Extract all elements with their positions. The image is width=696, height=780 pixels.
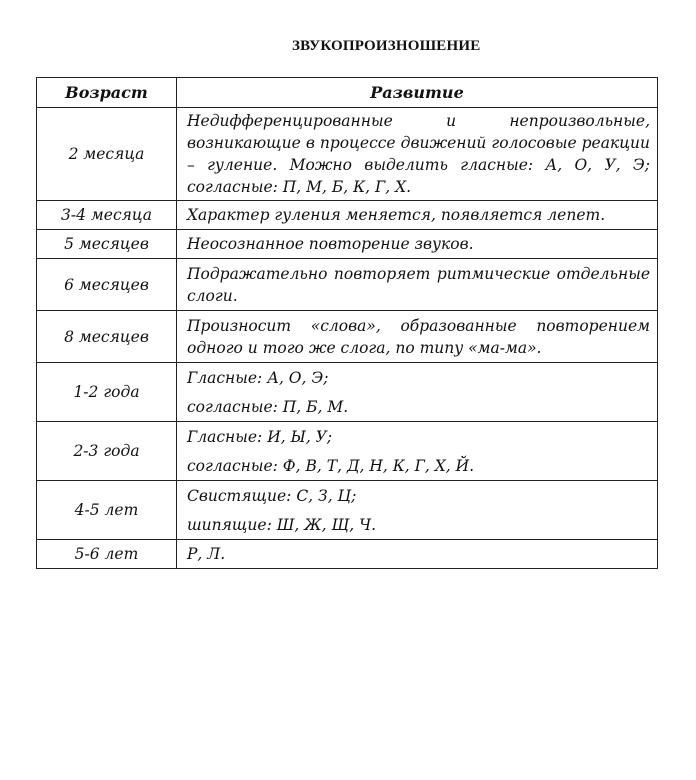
page-title: ЗВУКОПРОИЗНОШЕНИЕ bbox=[292, 38, 481, 54]
table-row bbox=[37, 201, 658, 230]
header-development: Развитие bbox=[177, 78, 658, 108]
age-cell: 1-2 года bbox=[37, 363, 177, 422]
table-header-row bbox=[37, 78, 658, 108]
development-text: Подражательно повторяет ритмические отдельные слоги. bbox=[187, 264, 650, 305]
development-cell bbox=[177, 481, 658, 540]
age-cell: 2-3 года bbox=[37, 422, 177, 481]
header-age: Возраст bbox=[37, 78, 177, 108]
age-cell: 3-4 месяца bbox=[37, 201, 177, 230]
development-text: шипящие: Ш, Ж, Щ, Ч. bbox=[187, 515, 376, 534]
development-cell bbox=[177, 363, 658, 422]
development-text: согласные: П, Б, М. bbox=[187, 397, 349, 416]
development-text: Свистящие: С, З, Ц; bbox=[187, 486, 357, 505]
speech-development-table bbox=[36, 77, 658, 569]
development-cell bbox=[177, 230, 658, 259]
table-row bbox=[37, 422, 658, 481]
age-cell: 8 месяцев bbox=[37, 311, 177, 363]
table-row bbox=[37, 311, 658, 363]
age-cell: 5 месяцев bbox=[37, 230, 177, 259]
development-cell bbox=[177, 108, 658, 201]
age-cell: 5-6 лет bbox=[37, 540, 177, 569]
table-row bbox=[37, 108, 658, 201]
development-cell bbox=[177, 540, 658, 569]
table-row bbox=[37, 259, 658, 311]
table-row bbox=[37, 363, 658, 422]
age-cell: 4-5 лет bbox=[37, 481, 177, 540]
table-row bbox=[37, 481, 658, 540]
development-text: согласные: Ф, В, Т, Д, Н, К, Г, Х, Й. bbox=[187, 456, 475, 475]
table-row bbox=[37, 230, 658, 259]
development-cell bbox=[177, 201, 658, 230]
age-cell: 2 месяца bbox=[37, 108, 177, 201]
development-cell bbox=[177, 422, 658, 481]
development-text: Гласные: А, О, Э; bbox=[187, 368, 329, 387]
development-cell bbox=[177, 259, 658, 311]
development-text: Гласные: И, Ы, У; bbox=[187, 427, 333, 446]
development-text: Произносит «слова», образованные повторением одного и того же слога, по типу «ма-ма». bbox=[187, 316, 650, 357]
development-text: Неосознанное повторение звуков. bbox=[187, 235, 474, 253]
development-text: Недифференцированные и непроизвольные, возникающие в процессе движений голосовые реакции – гуление. Можно выделить гласные: А, О, У, Э; согласные: П, М, Б, К, Г, Х. bbox=[187, 112, 650, 196]
development-text: Р, Л. bbox=[187, 545, 226, 563]
table-row bbox=[37, 540, 658, 569]
age-cell: 6 месяцев bbox=[37, 259, 177, 311]
development-text: Характер гуления меняется, появляется лепет. bbox=[187, 206, 606, 224]
development-cell bbox=[177, 311, 658, 363]
